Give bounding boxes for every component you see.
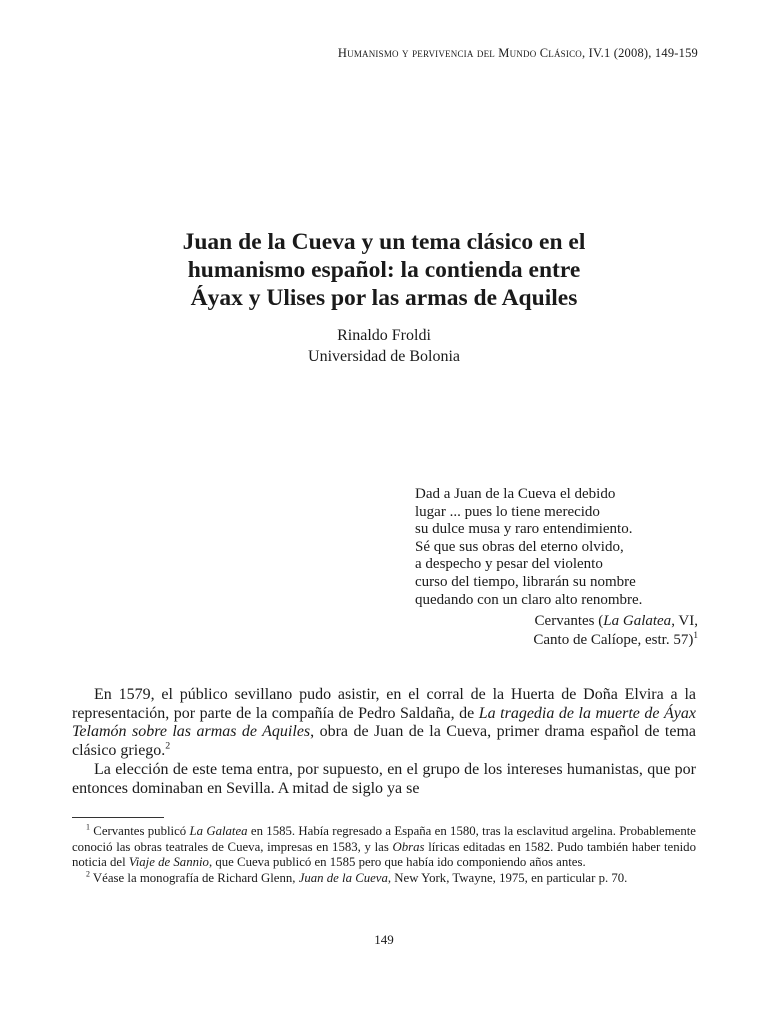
- footnote: $^1$ Cervantes publicó La Galatea en 1585. Había regresado a España en 1580, tras la esclavitud argelina. Probablemente conoció las obras teatrales de Cueva, impresas en 1583, y las Obras líricas editadas en 1582. Pudo también haber tenido noticia del Viaje de Sannio, que Cueva publicó en 1585 pero que había ido componiendo años antes.: [72, 822, 696, 870]
- title-line: humanismo español: la contienda entre: [187, 257, 581, 283]
- author-affiliation: Universidad de Bolonia: [308, 348, 460, 365]
- citation-work: La Galatea: [603, 613, 672, 629]
- epigraph-line: curso del tiempo, librarán su nombre: [415, 573, 636, 590]
- article-title: [0, 228, 768, 312]
- paragraph: La elección de este tema entra, por supuesto, en el grupo de los intereses humanistas, que por entonces dominaban en Sevilla. A mitad de siglo ya se: [72, 761, 696, 797]
- paragraph: En 1579, el público sevillano pudo asistir, en el corral de la Huerta de Doña Elvira a la representación, por parte de la compañía de Pedro Saldaña, de La tragedia de la muerte de Áyax Telamón sobre las armas de Aquiles, obra de Juan de la Cueva, primer drama español de tema clásico griego.$^2$: [72, 686, 697, 759]
- epigraph-citation: [533, 612, 698, 650]
- epigraph-line: a despecho y pesar del violento: [415, 556, 603, 573]
- epigraph-line: Sé que sus obras del eterno olvido,: [415, 538, 624, 555]
- title-line: Áyax y Ulises por las armas de Aquiles: [190, 285, 578, 311]
- epigraph: [415, 486, 642, 609]
- citation-author: Cervantes (: [534, 613, 604, 629]
- footnote-divider: [72, 817, 164, 818]
- citation-part: , VI,: [671, 613, 698, 629]
- epigraph-line: su dulce musa y raro entendimiento.: [415, 521, 633, 538]
- journal-pages: 149-159: [654, 46, 698, 60]
- footnote-ref[interactable]: 1: [693, 631, 698, 641]
- footnote-number: 1: [86, 822, 90, 832]
- epigraph-line: quedando con un claro alto renombre.: [415, 591, 643, 608]
- epigraph-line: Dad a Juan de la Cueva el debido: [415, 486, 616, 502]
- footnote-number: 2: [86, 869, 90, 879]
- epigraph-line: lugar ... pues lo tiene merecido: [415, 503, 600, 520]
- body-text: [72, 686, 696, 798]
- author-block: [0, 325, 768, 367]
- citation-canto: Canto de Calíope, estr. 57): [533, 632, 694, 648]
- journal-name: Humanismo y pervivencia del Mundo Clásico: [337, 46, 582, 60]
- page-number: 149: [374, 932, 394, 947]
- journal-year: (2008): [613, 46, 649, 60]
- author-name: Rinaldo Froldi: [337, 327, 431, 344]
- footnotes: [72, 824, 696, 886]
- title-line: Juan de la Cueva y un tema clásico en el: [182, 229, 586, 255]
- work-title: La tragedia de la muerte de Áyax Telamón sobre las armas de Aquiles: [72, 704, 697, 740]
- footnote: $^2$ Véase la monografía de Richard Glenn, Juan de la Cueva, New York, Twayne, 1975, en particular p. 70.: [86, 869, 628, 885]
- footnote-ref[interactable]: 2: [165, 740, 171, 752]
- running-head: Humanismo y pervivencia del Mundo Clásico, IV.1 (2008), 149-159: [337, 46, 698, 60]
- journal-volume: IV.1: [588, 46, 611, 60]
